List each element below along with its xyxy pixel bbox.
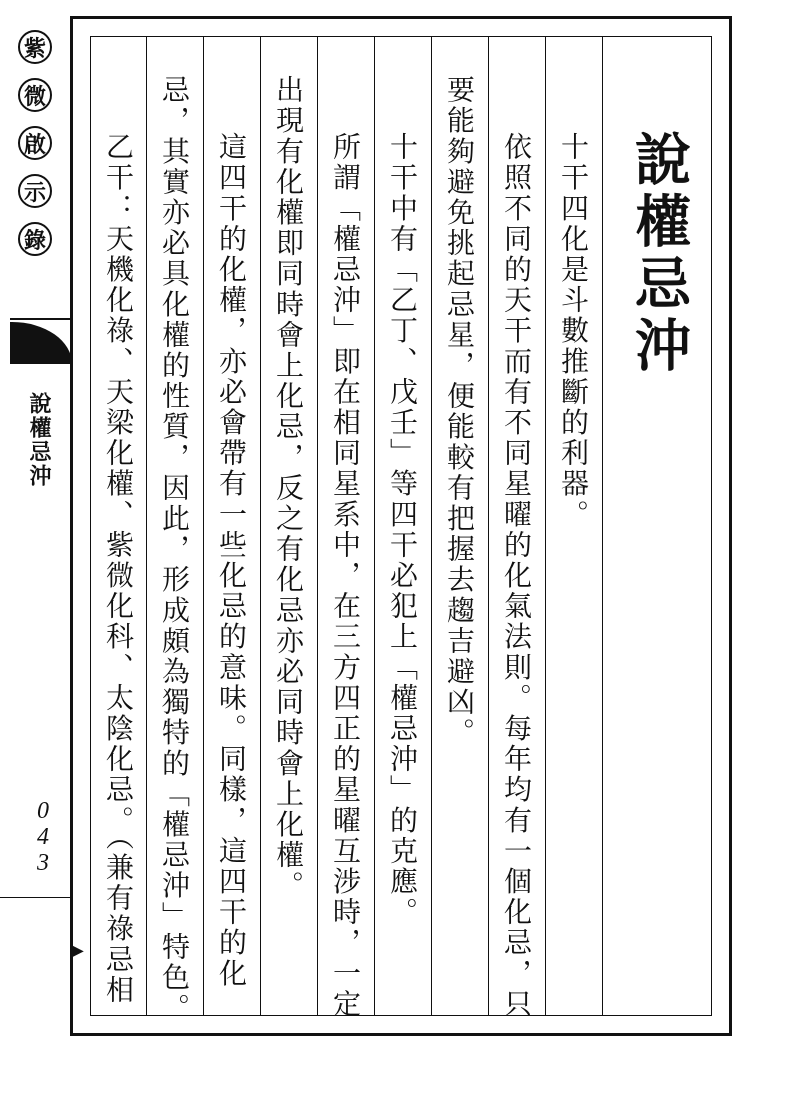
series-title-char: 示 — [18, 174, 52, 208]
text-column: 要能夠避免挑起忌星，便能較有把握去趨吉避凶。 — [443, 75, 476, 749]
text-column: 依照不同的天干而有不同星曜的化氣法則。每年均有一個化忌，只 — [500, 132, 533, 1020]
chapter-side-title: 說權忌沖 — [26, 392, 51, 488]
text-column: 忌，其實亦必具化權的性質，因此，形成頗為獨特的「權忌沖」特色。 — [158, 75, 191, 1024]
text-column: 十干四化是斗數推斷的利器。 — [557, 132, 590, 530]
continuation-pointer-icon: ▶ — [70, 940, 84, 961]
text-column: 這四干的化權，亦必會帶有一些化忌的意味。同樣，這四干的化 — [215, 132, 248, 989]
text-column: 乙干：天機化祿、天梁化權、紫微化科、太陰化忌。（兼有祿忌相 — [102, 132, 135, 1006]
series-title-char: 錄 — [18, 222, 52, 256]
series-title-char: 啟 — [18, 126, 52, 160]
chapter-tab-marker — [10, 322, 72, 364]
tab-rule — [10, 318, 72, 320]
page-title: 說權忌沖 — [626, 130, 691, 378]
series-title — [18, 30, 58, 270]
series-title-char: 紫 — [18, 30, 52, 64]
text-column: 十干中有「乙丁、戊壬」等四干必犯上「權忌沖」的克應。 — [386, 132, 419, 928]
margin-bottom-rule — [0, 897, 70, 898]
page-number: 043 — [30, 798, 56, 876]
text-column: 出現有化權即同時會上化忌，反之有化忌亦必同時會上化權。 — [272, 75, 305, 902]
text-column: 所謂「權忌沖」即在相同星系中，在三方四正的星曜互涉時，一定 — [329, 132, 362, 1020]
column-divider — [602, 36, 603, 1016]
margin-column — [0, 0, 70, 1107]
series-title-char: 微 — [18, 78, 52, 112]
